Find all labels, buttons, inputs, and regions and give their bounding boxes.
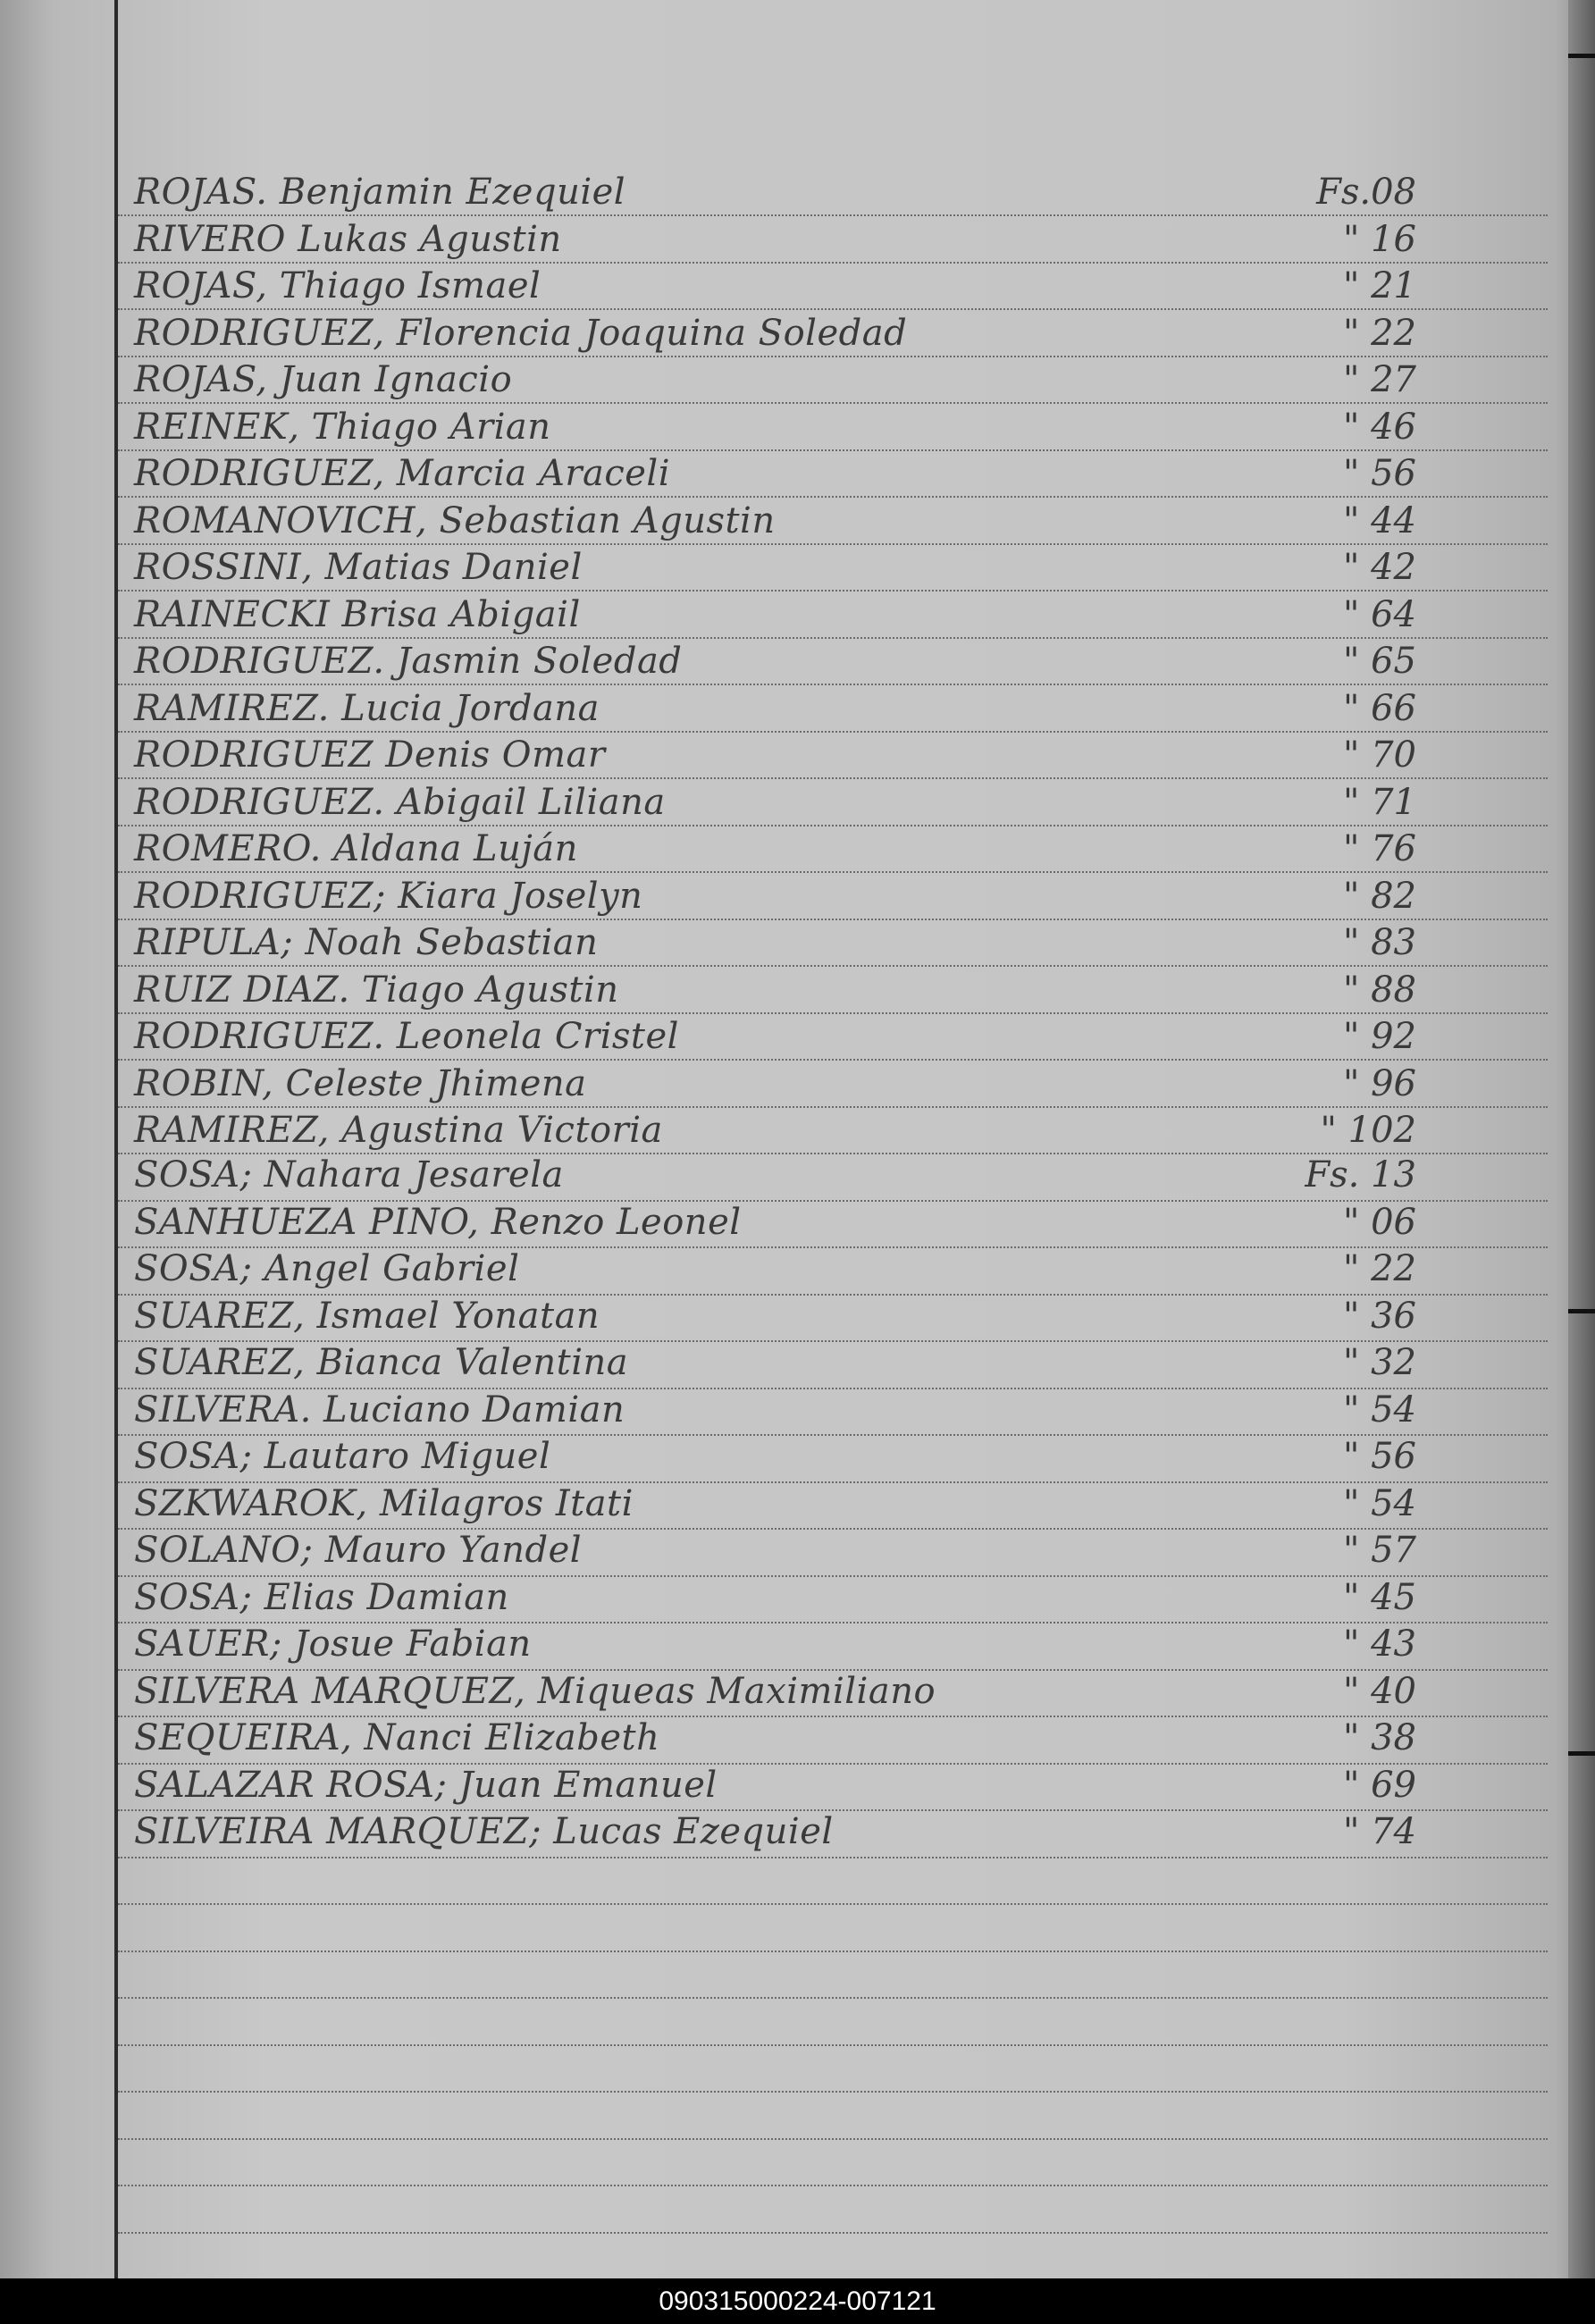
edge-tick — [1568, 54, 1595, 58]
entry-name: ROMANOVICH, Sebastian Agustin — [134, 500, 776, 541]
entry-folio: " 22 — [1342, 313, 1416, 354]
entry-name: SANHUEZA PINO, Renzo Leonel — [134, 1202, 742, 1243]
entry-name: SZKWAROK, Milagros Itati — [134, 1483, 634, 1524]
edge-tick — [1568, 1309, 1595, 1313]
entry-folio: " 88 — [1342, 969, 1416, 1011]
entry-folio: " 54 — [1342, 1389, 1416, 1430]
entry-folio: " 16 — [1342, 219, 1416, 260]
list-item — [0, 357, 1595, 404]
footer-bar — [0, 2278, 1595, 2324]
list-item — [0, 311, 1595, 357]
list-item — [0, 826, 1595, 873]
entry-name: SOLANO; Mauro Yandel — [134, 1530, 583, 1571]
entry-name: SOSA; Nahara Jesarela — [134, 1154, 564, 1196]
entry-folio: " 42 — [1342, 547, 1416, 588]
entry-name: SAUER; Josue Fabian — [134, 1623, 532, 1665]
entry-folio: " 43 — [1342, 1623, 1416, 1665]
entry-folio: " 92 — [1342, 1016, 1416, 1057]
entry-name: SOSA; Angel Gabriel — [134, 1248, 520, 1289]
list-item — [0, 217, 1595, 264]
entry-folio: " 83 — [1342, 922, 1416, 963]
entry-name: RODRIGUEZ. Abigail Liliana — [134, 782, 666, 823]
entry-name: RAMIREZ. Lucia Jordana — [134, 688, 600, 729]
entry-name: REINEK, Thiago Arian — [134, 407, 551, 448]
list-item — [0, 451, 1595, 498]
entry-name: SILVERA. Luciano Damian — [134, 1389, 625, 1430]
entry-folio: " 44 — [1342, 500, 1416, 541]
entry-folio: " 74 — [1342, 1811, 1416, 1852]
entry-name: RODRIGUEZ. Jasmin Soledad — [134, 641, 683, 682]
list-item — [0, 264, 1595, 310]
entry-folio: " 45 — [1342, 1577, 1416, 1618]
list-item — [0, 592, 1595, 639]
entry-name: ROSSINI, Matias Daniel — [134, 547, 583, 588]
list-item — [0, 499, 1595, 545]
list-item — [0, 968, 1595, 1014]
entry-name: RAINECKI Brisa Abigail — [134, 594, 581, 635]
ruled-line — [118, 2091, 1548, 2093]
entry-folio: " 21 — [1342, 265, 1416, 306]
list-item — [0, 1246, 1595, 1293]
entry-name: SEQUEIRA, Nanci Elizabeth — [134, 1717, 660, 1758]
list-item — [0, 1061, 1595, 1108]
entry-name: RODRIGUEZ. Leonela Cristel — [134, 1016, 679, 1057]
entry-folio: " 36 — [1342, 1296, 1416, 1337]
entry-name: RODRIGUEZ Denis Omar — [134, 734, 606, 776]
list-item — [0, 733, 1595, 779]
ruled-line — [118, 2185, 1548, 2186]
entry-name: SOSA; Elias Damian — [134, 1577, 509, 1618]
entry-name: ROJAS, Thiago Ismael — [134, 265, 541, 306]
list-item — [0, 1153, 1595, 1199]
ruled-line — [118, 1903, 1548, 1905]
entry-name: SILVERA MARQUEZ, Miqueas Maximiliano — [134, 1671, 936, 1712]
edge-tick — [1568, 1751, 1595, 1756]
entry-folio: " 69 — [1342, 1765, 1416, 1806]
list-item — [0, 1294, 1595, 1340]
entry-name: RAMIREZ, Agustina Victoria — [134, 1110, 663, 1151]
entry-folio: " 65 — [1342, 641, 1416, 682]
list-item — [0, 545, 1595, 591]
list-item — [0, 1388, 1595, 1434]
entry-folio: " 102 — [1320, 1110, 1416, 1151]
list-item — [0, 1528, 1595, 1574]
entry-folio: " 71 — [1342, 782, 1416, 823]
ruled-line — [118, 1997, 1548, 1999]
entry-name: ROJAS, Juan Ignacio — [134, 359, 513, 400]
document-code: 090315000224-007121 — [659, 2286, 936, 2316]
list-item — [0, 639, 1595, 685]
list-item — [0, 1716, 1595, 1762]
entry-folio: " 46 — [1342, 407, 1416, 448]
entry-name: RIPULA; Noah Sebastian — [134, 922, 599, 963]
entry-folio: " 27 — [1342, 359, 1416, 400]
entry-folio: " 57 — [1342, 1530, 1416, 1571]
entry-folio: " 66 — [1342, 688, 1416, 729]
entry-folio: " 22 — [1342, 1248, 1416, 1289]
list-item — [0, 1809, 1595, 1856]
list-item — [0, 1434, 1595, 1481]
entry-folio: " 32 — [1342, 1342, 1416, 1383]
entry-name: RUIZ DIAZ. Tiago Agustin — [134, 969, 619, 1011]
entry-folio: " 06 — [1342, 1202, 1416, 1243]
list-item — [0, 874, 1595, 920]
entry-name: ROJAS. Benjamin Ezequiel — [134, 172, 626, 213]
list-item — [0, 1763, 1595, 1809]
list-item — [0, 405, 1595, 451]
entry-name: RODRIGUEZ, Marcia Araceli — [134, 453, 670, 494]
ruled-line — [118, 1951, 1548, 1952]
list-item — [0, 780, 1595, 826]
entry-name: SOSA; Lautaro Miguel — [134, 1436, 551, 1477]
entry-folio: " 38 — [1342, 1717, 1416, 1758]
entry-folio: Fs.08 — [1316, 172, 1416, 213]
list-item — [0, 686, 1595, 733]
list-item — [0, 1340, 1595, 1387]
list-item — [0, 1575, 1595, 1622]
entry-name: RIVERO Lukas Agustin — [134, 219, 562, 260]
entry-name: SUAREZ, Bianca Valentina — [134, 1342, 629, 1383]
list-item — [0, 1200, 1595, 1246]
entry-folio: " 70 — [1342, 734, 1416, 776]
entry-name: RODRIGUEZ; Kiara Joselyn — [134, 876, 643, 917]
entry-folio: " 82 — [1342, 876, 1416, 917]
list-item — [0, 170, 1595, 216]
list-item — [0, 1014, 1595, 1061]
list-item — [0, 1108, 1595, 1154]
list-item — [0, 1622, 1595, 1668]
entry-folio: " 56 — [1342, 1436, 1416, 1477]
entry-name: SUAREZ, Ismael Yonatan — [134, 1296, 600, 1337]
entry-name: ROMERO. Aldana Luján — [134, 828, 578, 869]
entry-folio: " 96 — [1342, 1063, 1416, 1104]
ruled-line — [118, 1857, 1548, 1858]
ruled-line — [118, 2138, 1548, 2140]
ruled-line — [118, 2044, 1548, 2046]
list-item — [0, 1481, 1595, 1528]
entry-name: SILVEIRA MARQUEZ; Lucas Ezequiel — [134, 1811, 834, 1852]
entry-name: ROBIN, Celeste Jhimena — [134, 1063, 587, 1104]
entry-folio: Fs. 13 — [1305, 1154, 1416, 1196]
entry-folio: " 54 — [1342, 1483, 1416, 1524]
entry-folio: " 56 — [1342, 453, 1416, 494]
entry-folio: " 40 — [1342, 1671, 1416, 1712]
entry-folio: " 64 — [1342, 594, 1416, 635]
list-item — [0, 1669, 1595, 1716]
entry-name: RODRIGUEZ, Florencia Joaquina Soledad — [134, 313, 908, 354]
entry-name: SALAZAR ROSA; Juan Emanuel — [134, 1765, 718, 1806]
entry-folio: " 76 — [1342, 828, 1416, 869]
ruled-line — [118, 2232, 1548, 2234]
list-item — [0, 920, 1595, 967]
